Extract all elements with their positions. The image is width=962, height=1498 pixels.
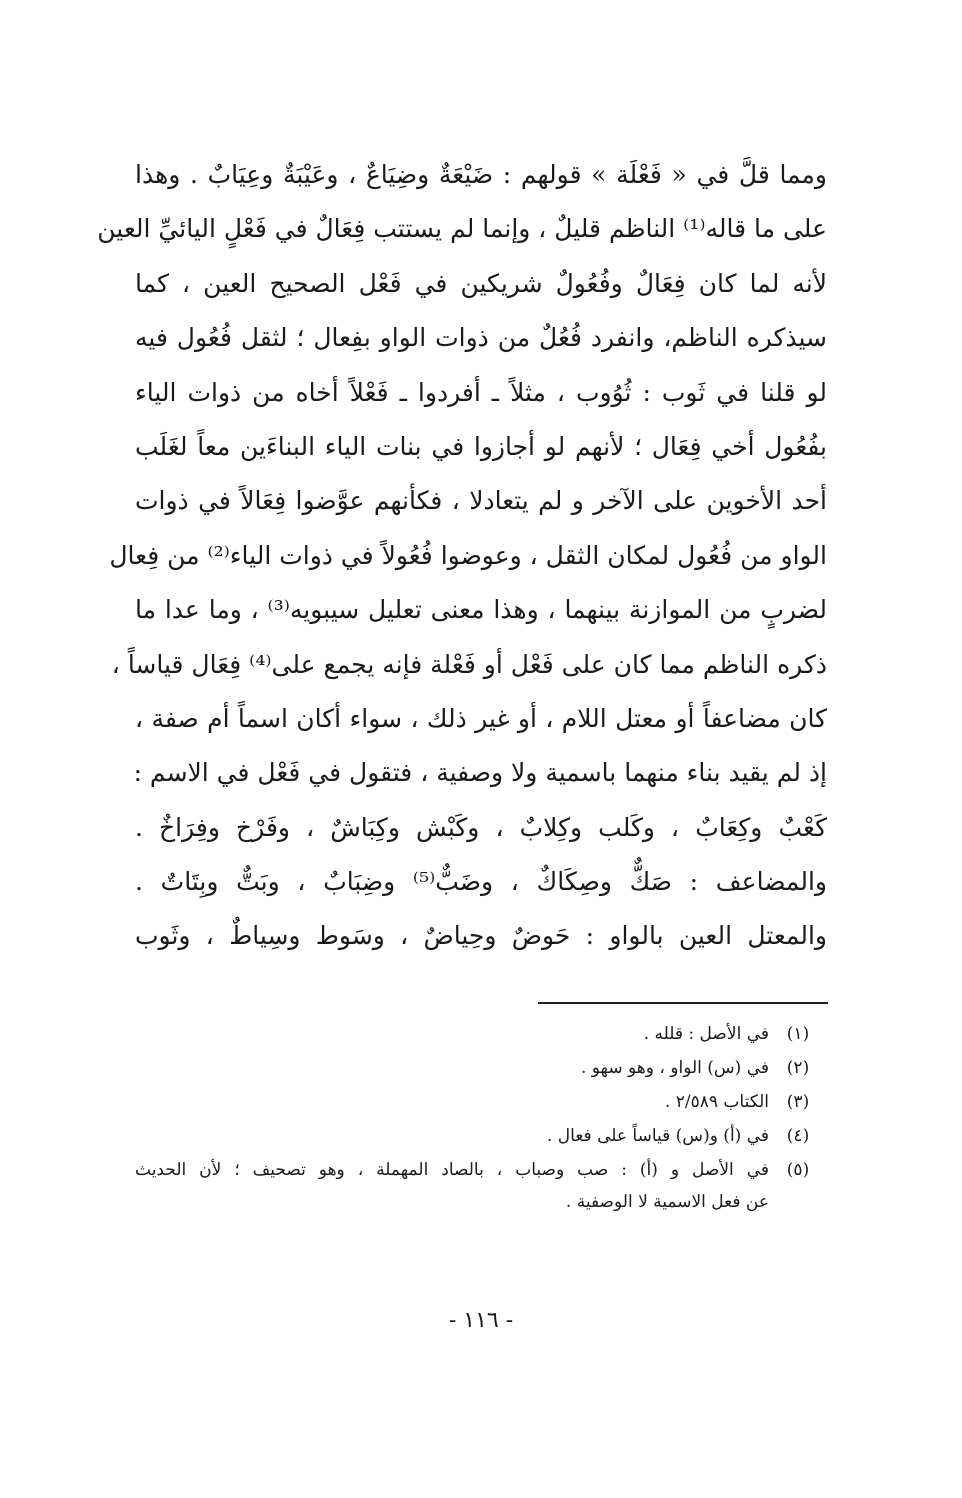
footnotes — [135, 1017, 827, 1217]
text-line: بفُعُول أخي فِعَال ؛ لأنهم لو أجازوا في بنات الياء البناءَين معاً لغَلَب — [135, 431, 827, 461]
text-line: لأنه لما كان فِعَالٌ وفُعُولٌ شريكين في فَعْل الصحيح العين ، كما — [135, 268, 827, 298]
footnote-number: (٤) — [786, 1126, 810, 1146]
main-text — [97, 148, 827, 964]
text-line: والمعتل العين بالواو : حَوضٌ وحِياضٌ ، وسَوط وسِياطٌ ، وثَوب — [135, 921, 827, 951]
text-line: ذكره الناظم مما كان على فَعْل أو فَعْلة فإنه يجمع على⁽⁴⁾ فِعَال قياساً ، — [111, 649, 827, 679]
footnote-text: في (س) الواو ، وهو سهو . — [580, 1058, 769, 1078]
footnote — [135, 1017, 827, 1051]
footnote-number: (١) — [786, 1024, 810, 1044]
text-line: ومما قلَّ في « فَعْلَة » قولهم : ضَيْعَةٌ وضِيَاعٌ ، وعَيْبَةٌ وعِيَابٌ . وهذا — [135, 160, 827, 189]
text-line: على ما قاله⁽¹⁾ الناظم قليلٌ ، وإنما لم يستتب فِعَالٌ في فَعْلٍ اليائيِّ العين — [97, 214, 827, 244]
footnote-text: في (أ) و(س) قياساً على فعال . — [547, 1126, 769, 1146]
page-number: - ١١٦ - — [448, 1308, 514, 1333]
footnote-text: الكتاب ٢/٥٨٩ . — [664, 1092, 769, 1112]
footnote-number: (٢) — [786, 1058, 810, 1078]
footnote — [135, 1119, 827, 1153]
text-line: والمضاعف : صَكٌّ وصِكَاكٌ ، وضَبٌّ⁽⁵⁾ وضِبَابٌ ، وبَتٌّ وبِتَاتٌ . — [135, 867, 827, 897]
footnote-text: في الأصل : قلله . — [643, 1024, 769, 1044]
text-line: لضربٍ من الموازنة بينهما ، وهذا معنى تعليل سيبويه⁽³⁾ ، وما عدا ما — [135, 595, 827, 625]
text-line: إذ لم يقيد بناء منهما باسمية ولا وصفية ، فتقول في فَعْل في الاسم : — [133, 758, 827, 788]
text-line: كَعْبٌ وكِعَابٌ ، وكَلب وكِلابٌ ، وكَبْش وكِبَاشٌ ، وفَرْخ وفِرَاخٌ . — [135, 812, 827, 842]
footnote — [135, 1051, 827, 1085]
footnote-text: في الأصل و (أ) : صب وصباب ، بالصاد المهملة ، وهو تصحيف ؛ لأن الحديث — [135, 1160, 769, 1180]
footnote-separator — [538, 1002, 828, 1004]
text-line: أحد الأخوين على الآخر و لم يتعادلا ، فكأنهم عوَّضوا فِعَالاً في ذوات — [135, 486, 827, 516]
text-line: الواو من فُعُول لمكان الثقل ، وعوضوا فُعُولاً في ذوات الياء⁽²⁾ من فِعال — [109, 540, 827, 570]
text-line: سيذكره الناظم، وانفرد فُعُلٌ من ذوات الواو بفِعال ؛ لثقل فُعُول فيه — [135, 323, 827, 353]
footnote — [135, 1153, 827, 1187]
footnote — [135, 1085, 827, 1119]
text-line: لو قلنا في ثَوب : ثُوُوب ، مثلاً ـ أفردوا ـ فَعْلاً أخاه من ذوات الياء — [135, 377, 827, 407]
footnote-continuation: عن فعل الاسمية لا الوصفية . — [565, 1192, 769, 1212]
text-line: كان مضاعفاً أو معتل اللام ، أو غير ذلك ، سواء أكان اسماً أم صفة ، — [135, 703, 827, 733]
footnote-number: (٣) — [786, 1092, 810, 1112]
footnote-number: (٥) — [786, 1160, 810, 1180]
